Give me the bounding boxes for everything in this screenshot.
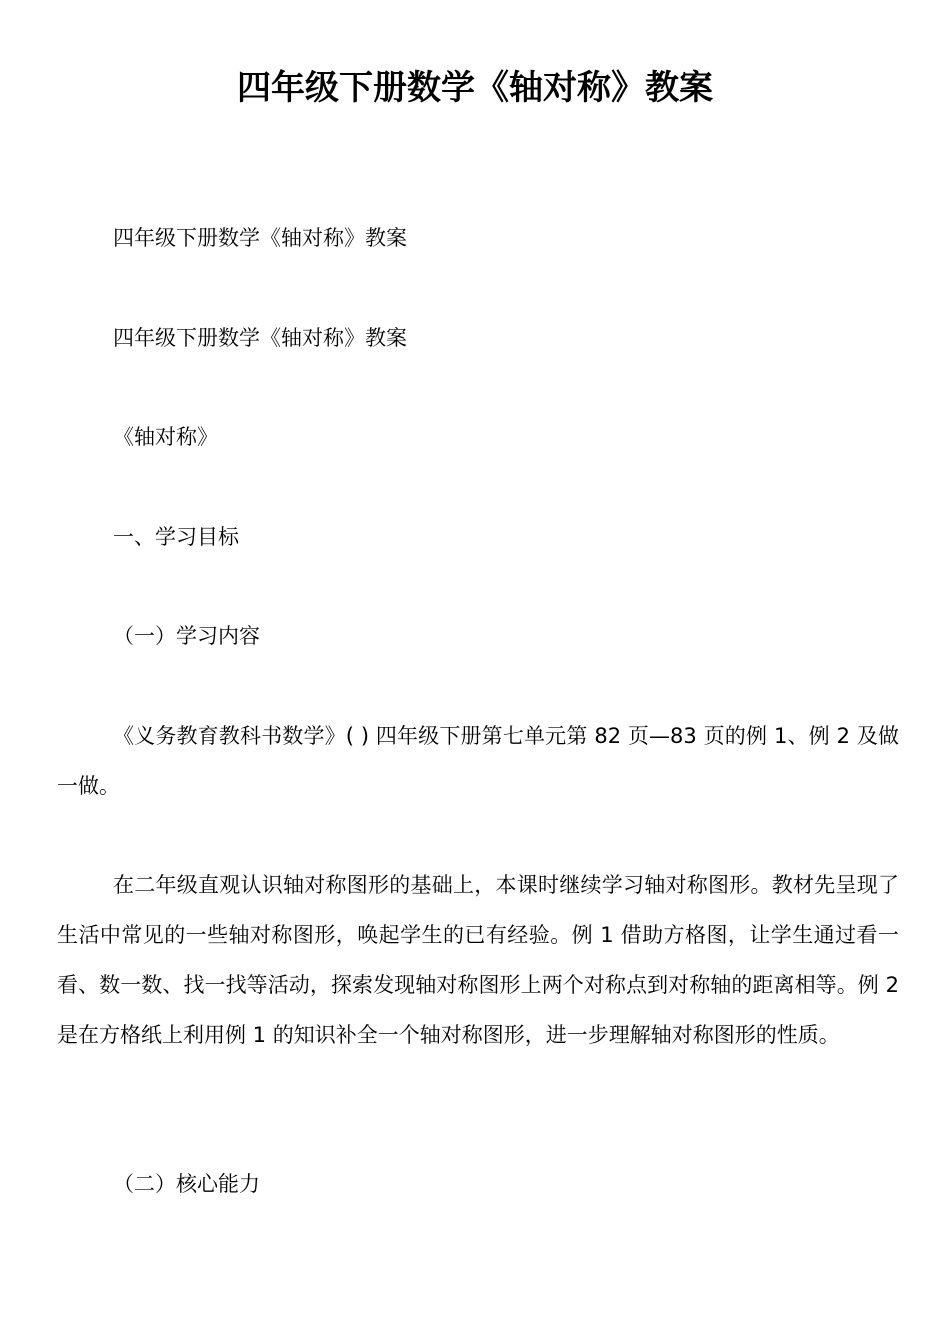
- paragraph-textbook-reference: 《义务教育教科书数学》( ) 四年级下册第七单元第 82 页—83 页的例 1、例 2 及做一做。: [57, 724, 899, 798]
- subsection-heading-core-ability: （二）核心能力: [113, 1172, 260, 1196]
- paragraph-subtitle-1: 四年级下册数学《轴对称》教案: [113, 226, 407, 250]
- document-title: 四年级下册数学《轴对称》教案: [237, 68, 713, 108]
- subsection-heading-learning-content: （一）学习内容: [113, 624, 260, 648]
- section-heading-learning-goals: 一、学习目标: [113, 525, 239, 549]
- paragraph-lesson-name: 《轴对称》: [113, 425, 218, 449]
- paragraph-lesson-description: 在二年级直观认识轴对称图形的基础上，本课时继续学习轴对称图形。教材先呈现了生活中常见的一些轴对称图形，唤起学生的已有经验。例 1 借助方格图，让学生通过看一看、数一数、找一找等活动，探索发现轴对称图形上两个对称点到对称轴的距离相等。例 2 是在方格纸上利用例 1 的知识补全一个轴对称图形，进一步理解轴对称图形的性质。: [57, 873, 899, 1047]
- paragraph-subtitle-2: 四年级下册数学《轴对称》教案: [113, 326, 407, 350]
